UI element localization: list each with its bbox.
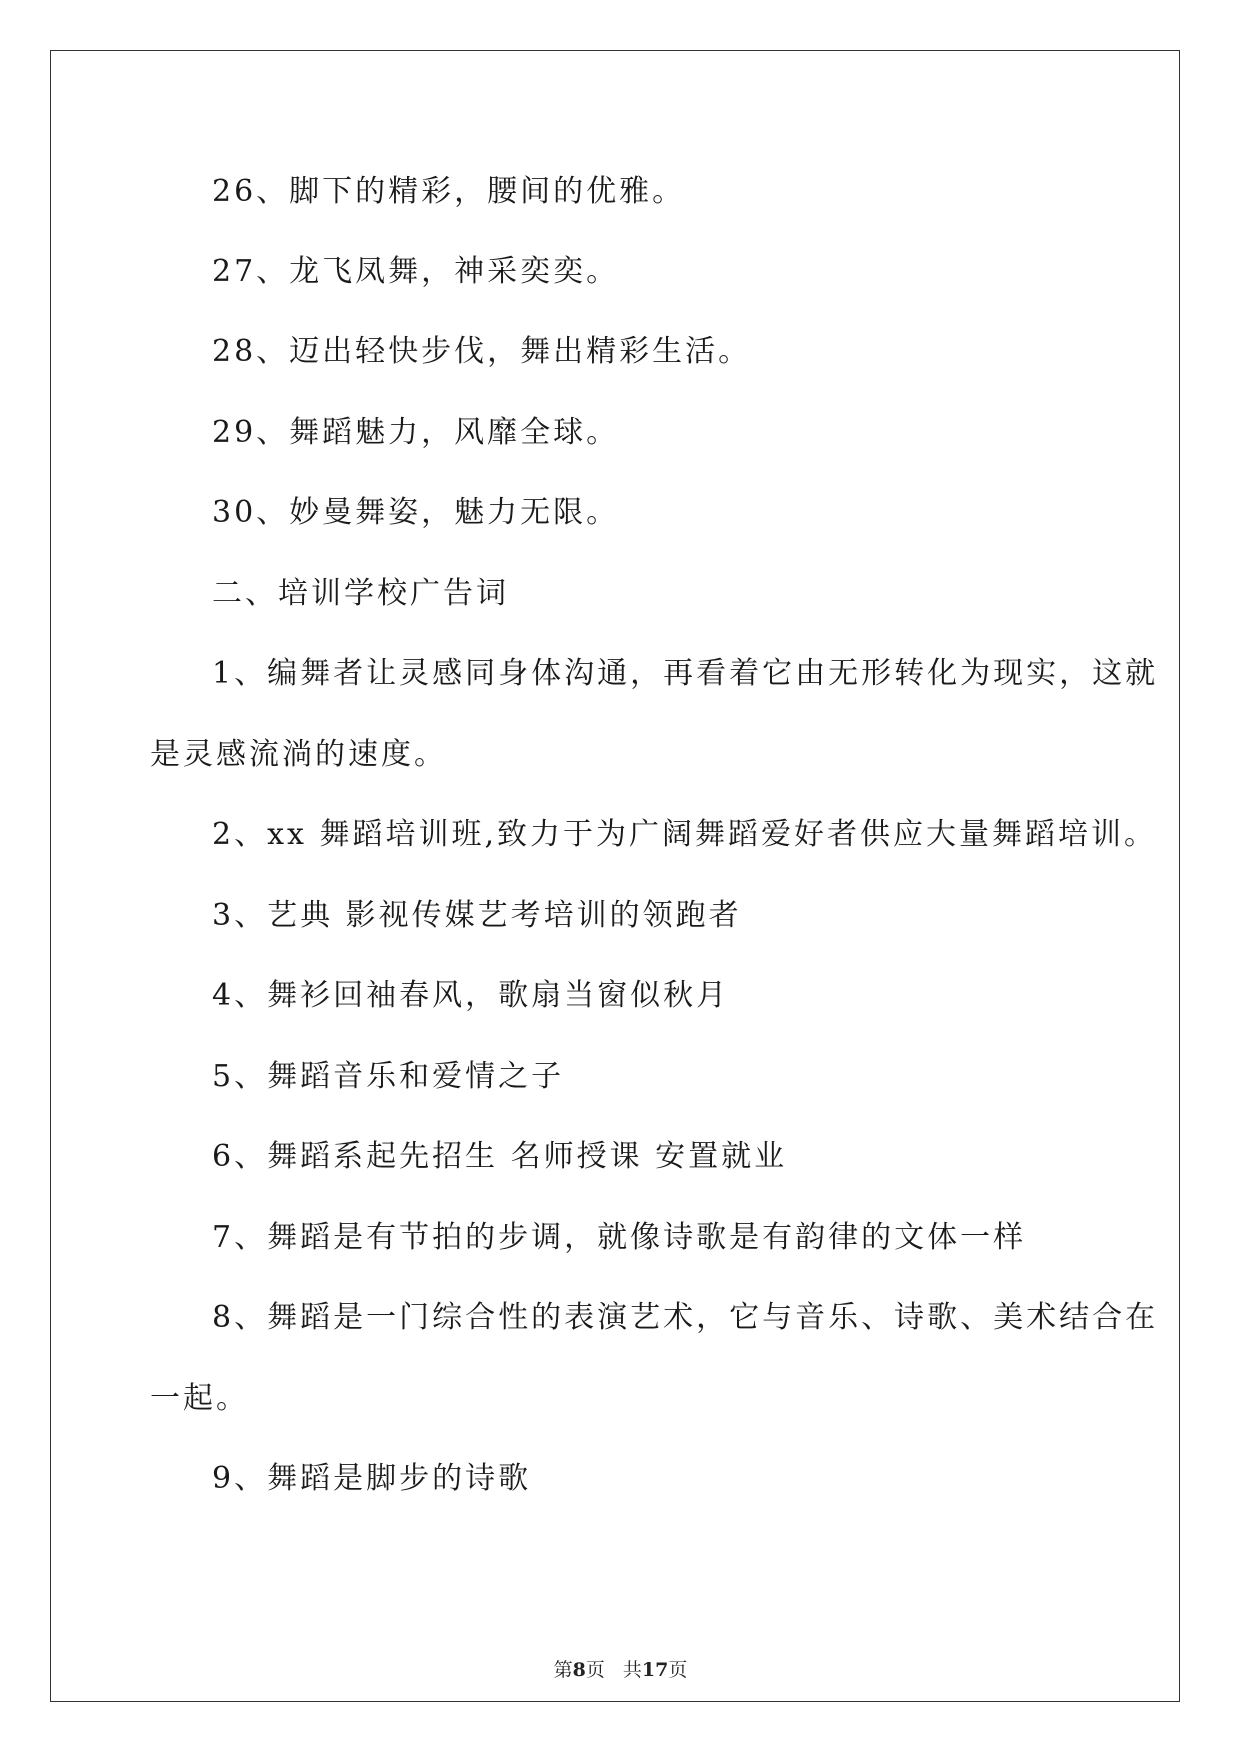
text-line: 3、艺典 影视传媒艺考培训的领跑者 <box>212 898 742 933</box>
text-line: 2、xx 舞蹈培训班,致力于为广阔舞蹈爱好者供应大量舞蹈培训。 <box>212 817 1157 852</box>
text-line: 9、舞蹈是脚步的诗歌 <box>212 1461 532 1496</box>
text-line: 5、舞蹈音乐和爱情之子 <box>212 1059 565 1094</box>
footer-total-prefix: 共 <box>622 1659 642 1681</box>
text-line: 30、妙曼舞姿，魅力无限。 <box>212 495 620 530</box>
footer-page-number: 8 <box>572 1659 586 1681</box>
text-line: 是灵感流淌的速度。 <box>150 737 447 772</box>
text-line: 26、脚下的精彩，腰间的优雅。 <box>212 174 686 209</box>
text-line: 4、舞衫回袖春风，歌扇当窗似秋月 <box>212 978 730 1013</box>
page-footer <box>0 1658 1241 1682</box>
text-line: 一起。 <box>150 1381 249 1416</box>
text-line: 7、舞蹈是有节拍的步调，就像诗歌是有韵律的文体一样 <box>212 1220 1027 1255</box>
text-line: 27、龙飞凤舞，神采奕奕。 <box>212 254 620 289</box>
text-line: 6、舞蹈系起先招生 名师授课 安置就业 <box>212 1139 788 1174</box>
footer-total-suffix: 页 <box>668 1659 688 1681</box>
text-line: 8、舞蹈是一门综合性的表演艺术，它与音乐、诗歌、美术结合在 <box>212 1300 1159 1335</box>
section-heading: 二、培训学校广告词 <box>212 576 509 611</box>
text-line: 29、舞蹈魅力，风靡全球。 <box>212 415 620 450</box>
footer-prefix: 第 <box>553 1659 573 1681</box>
page-border <box>50 50 1180 1702</box>
text-line: 1、编舞者让灵感同身体沟通，再看着它由无形转化为现实，这就 <box>212 656 1159 691</box>
footer-total-pages: 17 <box>641 1659 669 1681</box>
footer-page-suffix: 页 <box>585 1659 605 1681</box>
text-line: 28、迈出轻快步伐，舞出精彩生活。 <box>212 334 752 369</box>
